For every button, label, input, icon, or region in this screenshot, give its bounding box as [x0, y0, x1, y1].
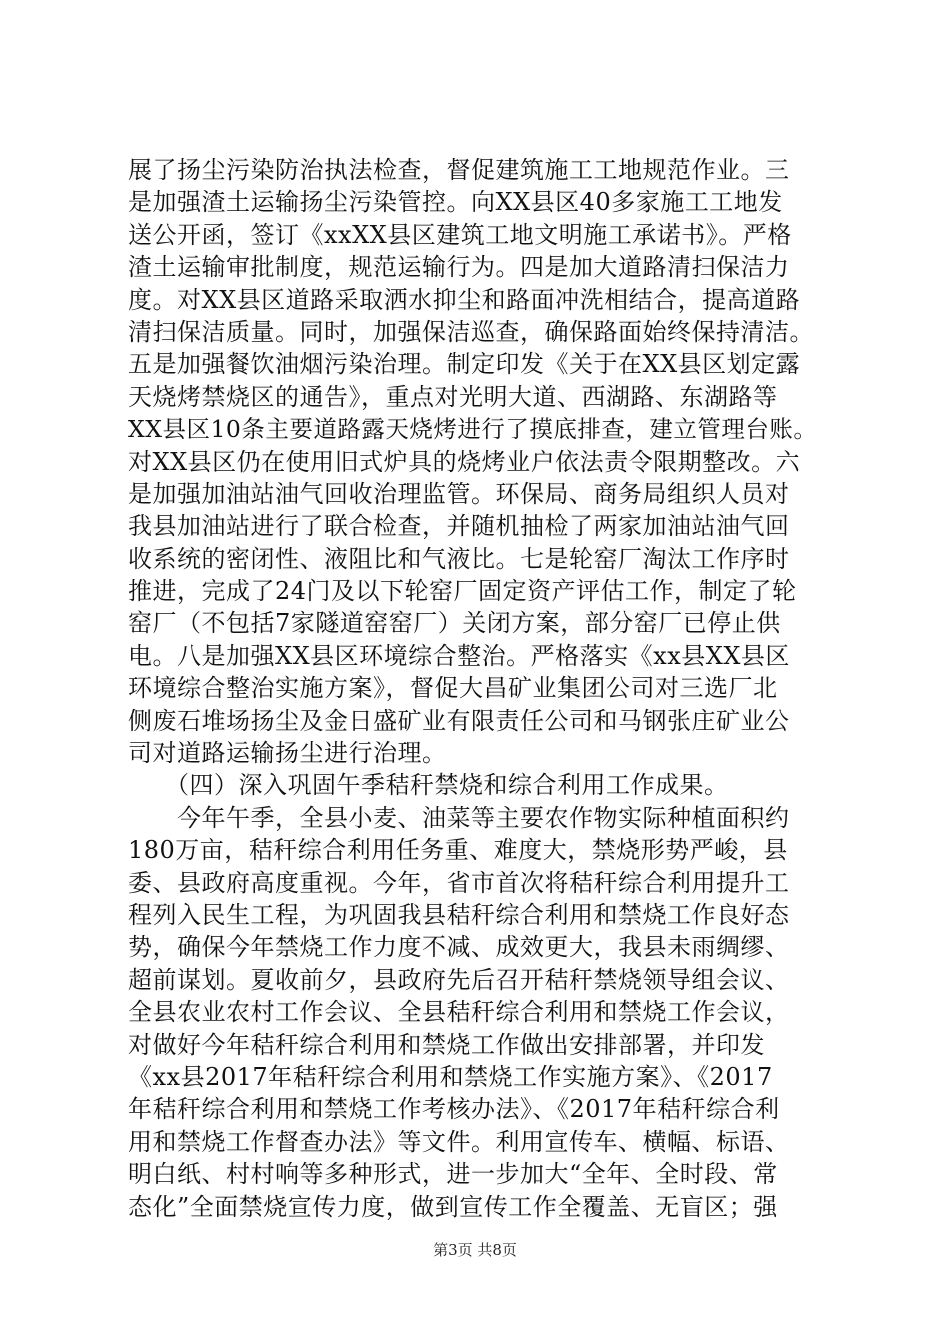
text-line: 度。对XX县区道路采取洒水抑尘和路面冲洗相结合，提高道路: [128, 285, 801, 314]
page-number: 第3页 共8页: [433, 1241, 517, 1259]
text-line: 明白纸、村村响等多种形式，进一步加大“全年、全时段、常: [128, 1160, 778, 1189]
text-line: 送公开函，签订《xxXX县区建筑工地文明施工承诺书》。严格: [128, 220, 792, 249]
text-line: 程列入民生工程，为巩固我县秸秆综合利用和禁烧工作良好态: [128, 900, 790, 929]
text-line: 年秸秆综合利用和禁烧工作考核办法》、《2017年秸秆综合利: [128, 1095, 780, 1124]
body-text: [128, 154, 828, 1223]
section-heading: （四）深入巩固午季秸秆禁烧和综合利用工作成果。: [128, 771, 729, 800]
text-line: 收系统的密闭性、液阻比和气液比。七是轮窑厂淘汰工作序时: [128, 544, 790, 573]
text-line: 今年午季，全县小麦、油菜等主要农作物实际种植面积约: [128, 803, 790, 832]
page-footer: [0, 1240, 950, 1260]
text-line: 展了扬尘污染防治执法检查，督促建筑施工工地规范作业。三: [128, 156, 790, 184]
text-line: 对XX县区仍在使用旧式炉具的烧烤业户依法责令限期整改。六: [128, 447, 801, 476]
text-line: 超前谋划。夏收前夕，县政府先后召开秸秆禁烧领导组会议、: [128, 965, 790, 994]
text-line: 全县农业农村工作会议、全县秸秆综合利用和禁烧工作会议，: [128, 998, 790, 1027]
text-line: 委、县政府高度重视。今年，省市首次将秸秆综合利用提升工: [128, 868, 790, 897]
text-line: 态化”全面禁烧宣传力度，做到宣传工作全覆盖、无盲区；强: [128, 1192, 778, 1221]
text-line: 环境综合整治实施方案》，督促大昌矿业集团公司对三选厂北: [128, 674, 778, 703]
text-line: XX县区10条主要道路露天烧烤进行了摸底排查，建立管理台账。: [128, 415, 818, 444]
text-line: 侧废石堆场扬尘及金日盛矿业有限责任公司和马钢张庄矿业公: [128, 706, 790, 735]
text-line: 180万亩，秸秆综合利用任务重、难度大，禁烧形势严峻，县: [128, 836, 788, 865]
text-line: 天烧烤禁烧区的通告》，重点对光明大道、西湖路、东湖路等: [128, 382, 778, 411]
text-line: 窑厂（不包括7家隧道窑窑厂）关闭方案，部分窑厂已停止供: [128, 609, 781, 638]
text-line: 清扫保洁质量。同时，加强保洁巡查，确保路面始终保持清洁。: [128, 317, 814, 346]
text-line: 我县加油站进行了联合检查，并随机抽检了两家加油站油气回: [128, 512, 790, 541]
text-line: 司对道路运输扬尘进行治理。: [128, 739, 447, 768]
text-line: 用和禁烧工作督查办法》等文件。利用宣传车、横幅、标语、: [128, 1127, 790, 1156]
text-line: 五是加强餐饮油烟污染治理。制定印发《关于在XX县区划定露: [128, 350, 801, 379]
text-line: 对做好今年秸秆综合利用和禁烧工作做出安排部署，并印发: [128, 1030, 765, 1059]
text-line: 渣土运输审批制度，规范运输行为。四是加大道路清扫保洁力: [128, 253, 790, 282]
text-line: 电。八是加强XX县区环境综合整治。严格落实《xx县XX县区: [128, 641, 790, 670]
text-line: 势，确保今年禁烧工作力度不减、成效更大，我县未雨绸缪、: [128, 933, 790, 962]
text-line: 推进，完成了24门及以下轮窑厂固定资产评估工作，制定了轮: [128, 577, 797, 606]
text-line: 是加强渣土运输扬尘污染管控。向XX县区40多家施工工地发: [128, 188, 783, 217]
text-line: 《xx县2017年秸秆综合利用和禁烧工作实施方案》、《2017: [128, 1062, 773, 1091]
text-line: 是加强加油站油气回收治理监管。环保局、商务局组织人员对: [128, 479, 790, 508]
